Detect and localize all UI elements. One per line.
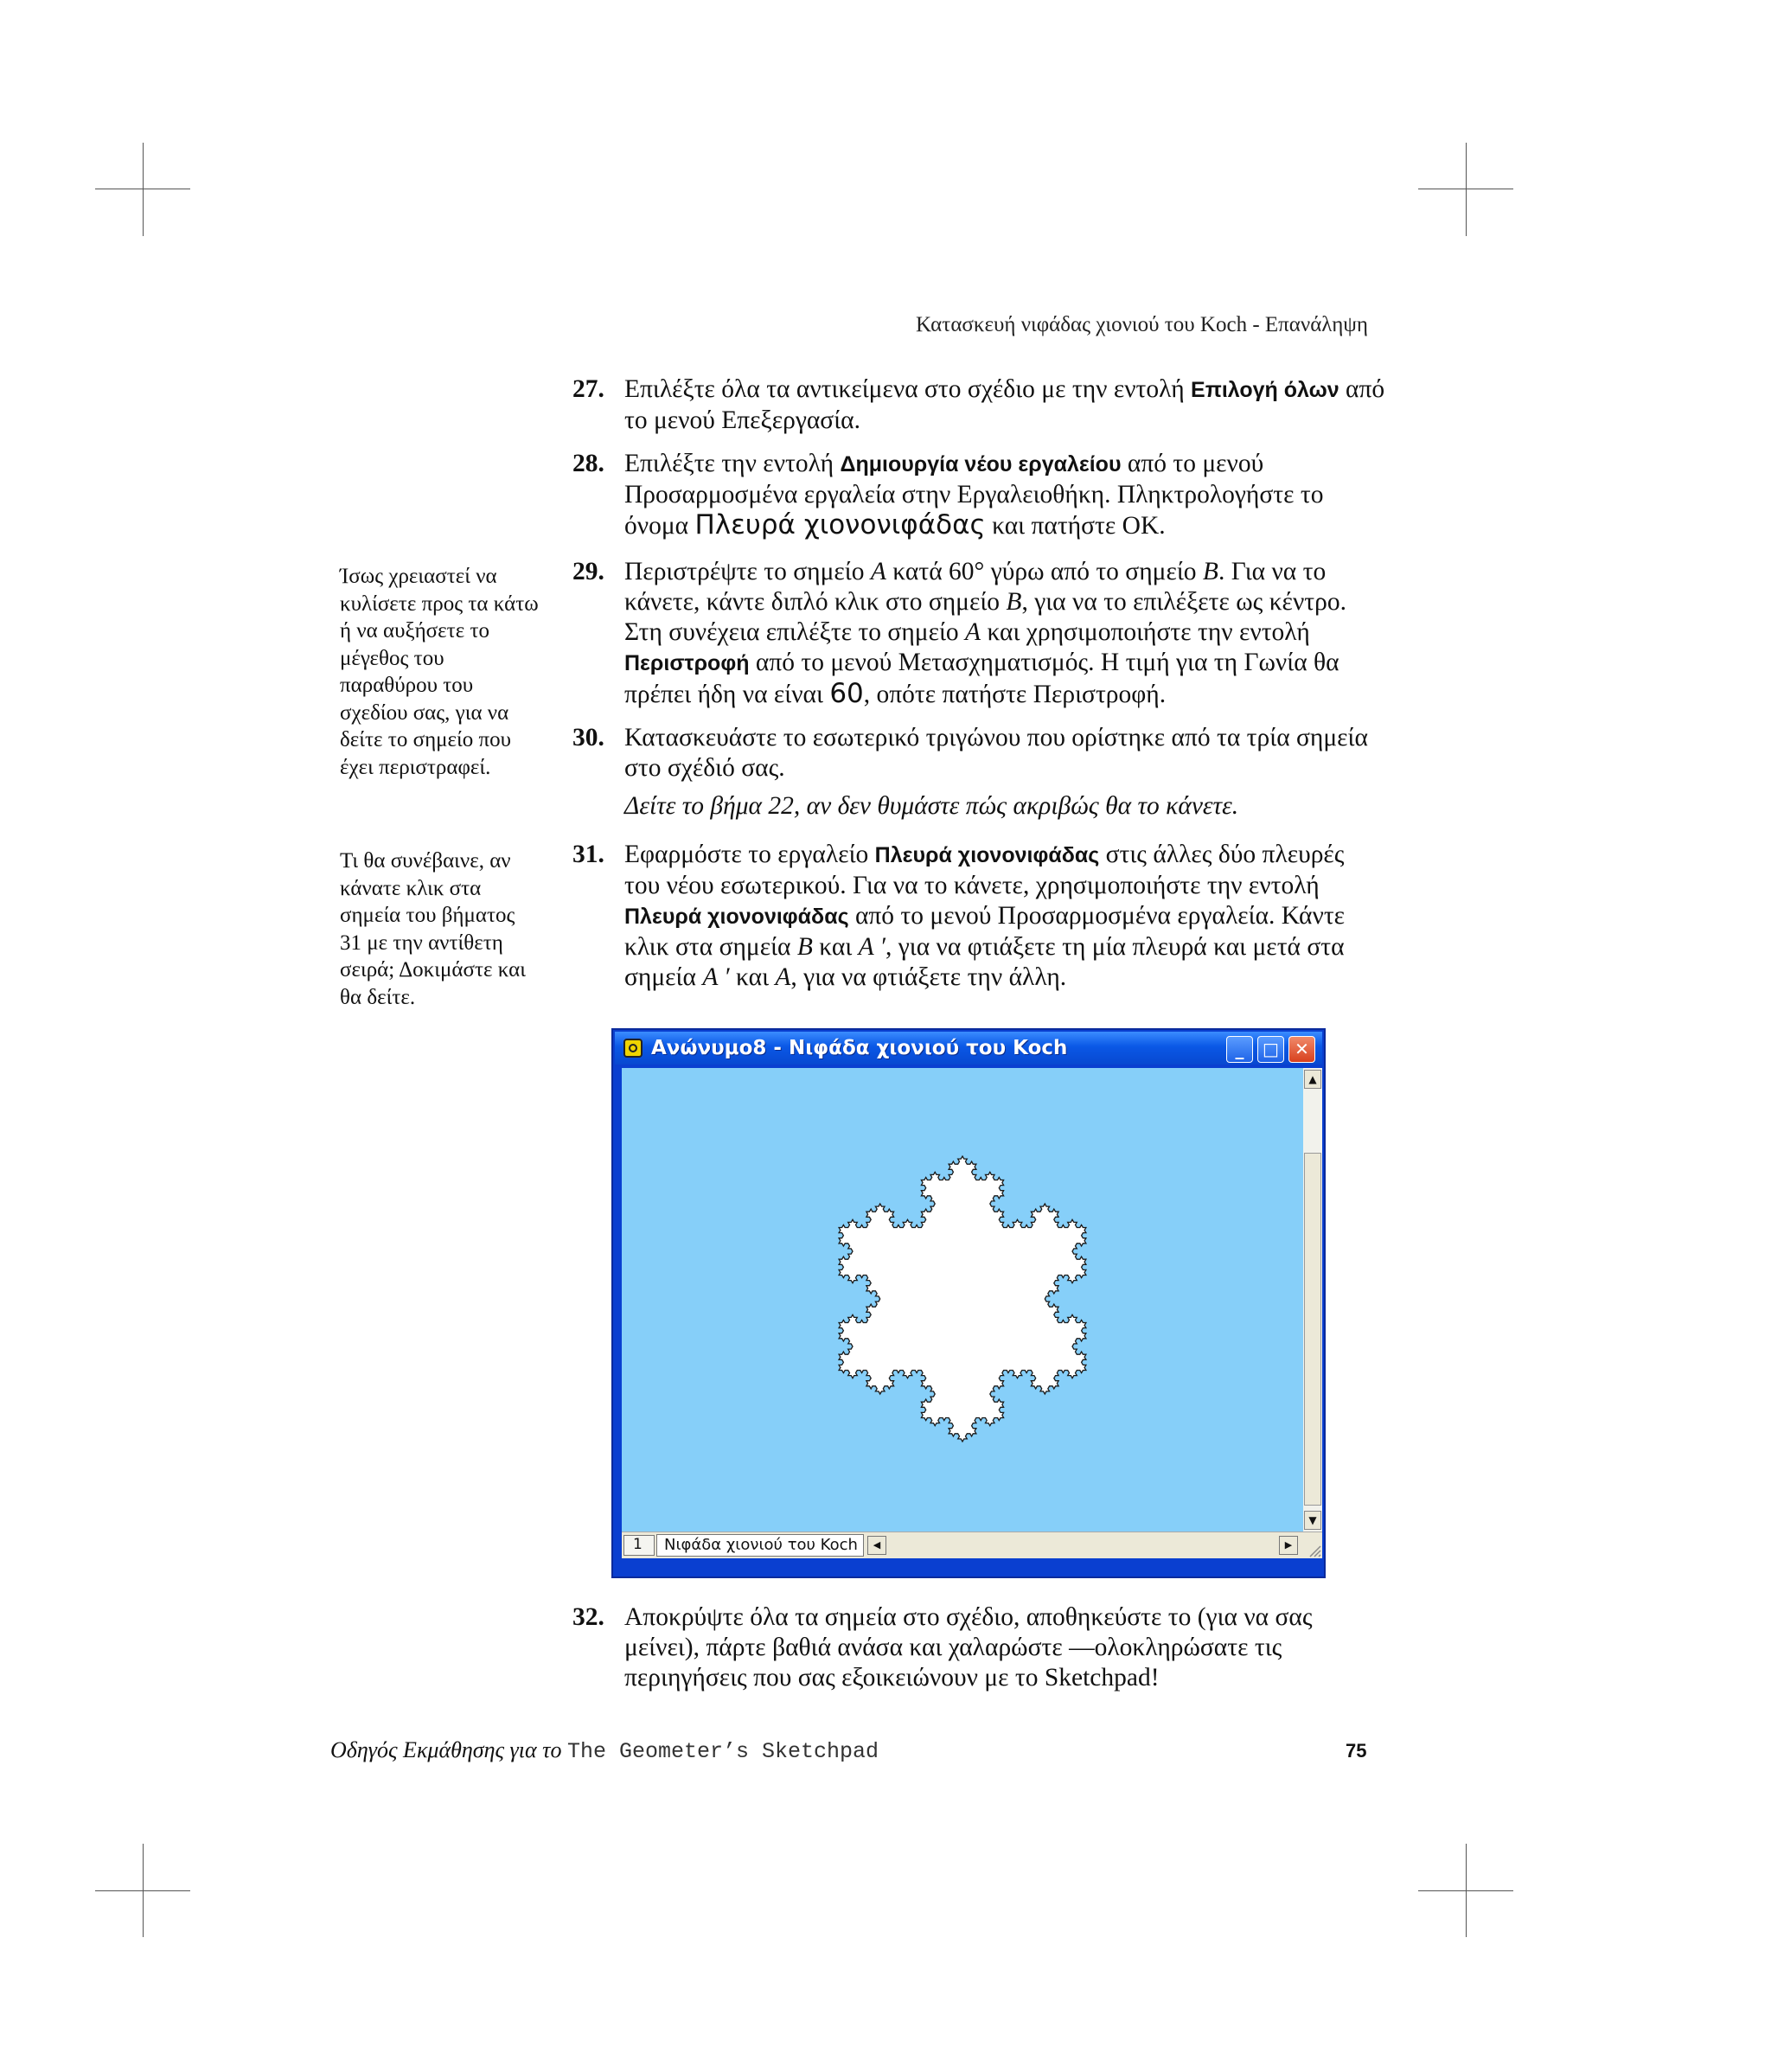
- margin-note-reverse: Τι θα συνέβαινε, αν κάνατε κλικ στα σημεία του βήματος 31 με την αντίθετη σειρά; Δοκιμάστε και θα δείτε.: [340, 849, 526, 1009]
- scroll-left-icon[interactable]: ◀: [867, 1536, 886, 1555]
- close-icon[interactable]: ✕: [1288, 1036, 1315, 1063]
- text-run: , για να φτιάξετε την άλλη.: [790, 963, 1067, 991]
- minimize-icon[interactable]: _: [1226, 1036, 1253, 1063]
- point-label: B: [1202, 558, 1218, 585]
- step-number: 30.: [572, 724, 604, 751]
- point-label: A ′: [702, 963, 730, 991]
- command-name: Πλευρά χιονονιφάδας: [624, 905, 849, 929]
- point-label: B: [1006, 588, 1022, 616]
- point-label: A ′: [858, 933, 886, 961]
- crop-mark: [1466, 143, 1467, 236]
- step-31: [572, 840, 1385, 993]
- text-run: από το μενού Επεξεργασία.: [624, 375, 1385, 434]
- step-text: [624, 557, 1385, 710]
- page-bar: [622, 1532, 1322, 1558]
- point-label: B: [796, 933, 813, 961]
- text-run: και: [729, 963, 776, 991]
- command-name: Επιλογή όλων: [1191, 378, 1339, 402]
- maximize-icon[interactable]: □: [1257, 1036, 1284, 1063]
- step-number: 31.: [572, 841, 604, 868]
- text-run: από το μενού Προσαρμοσμένα εργαλεία στην Εργαλειοθήκη. Πληκτρολογήστε το όνομα: [624, 450, 1324, 540]
- page-number-box[interactable]: 1: [623, 1535, 655, 1556]
- crop-mark: [143, 143, 144, 236]
- point-label: A: [775, 963, 791, 991]
- text-run: από το μενού Προσαρμοσμένα εργαλεία. Κάντε κλικ στα σημεία: [624, 902, 1346, 961]
- step-32: [572, 1602, 1385, 1693]
- text-run: από το μενού Μετασχηματισμός. Η τιμή για τη Γωνία θα πρέπει ήδη να είναι: [624, 649, 1339, 708]
- step-number: 27.: [572, 375, 604, 403]
- text-run: Εφαρμόστε το εργαλείο: [624, 841, 875, 868]
- scroll-thumb[interactable]: [1304, 1153, 1321, 1506]
- text-run: , για να το επιλέξετε ως κέντρο. Στη συνέχεια επιλέξτε το σημείο: [624, 588, 1346, 646]
- command-name: Πλευρά χιονονιφάδας: [874, 843, 1100, 867]
- sketchpad-app-icon[interactable]: [623, 1039, 643, 1058]
- text-run: και χρησιμοποιήστε την εντολή: [981, 618, 1310, 646]
- text-run: και πατήστε OK.: [985, 512, 1166, 540]
- step-27: [572, 374, 1385, 436]
- vertical-scrollbar[interactable]: [1303, 1068, 1322, 1532]
- window-title: Ανώνυμο8 - Νιφάδα χιονιού του Koch: [651, 1037, 1068, 1059]
- resize-grip-icon[interactable]: [1305, 1541, 1322, 1558]
- text-run: Περιστρέψτε το σημείο: [624, 558, 871, 585]
- text-run: κατά 60° γύρω από το σημείο: [886, 558, 1203, 585]
- command-name: Περιστροφή: [624, 651, 750, 675]
- text-run: Επιλέξτε την εντολή: [624, 450, 841, 477]
- step-text: [624, 723, 1385, 783]
- koch-snowflake[interactable]: [622, 1068, 1303, 1532]
- text-run: Επιλέξτε όλα τα αντικείμενα στο σχέδιο με την εντολή: [624, 375, 1192, 403]
- crop-mark: [143, 1844, 144, 1937]
- step-number: 29.: [572, 558, 604, 585]
- crop-mark: [1466, 1844, 1467, 1937]
- step-number: 32.: [572, 1603, 604, 1631]
- footer-title-product: The Geometer’s Sketchpad: [566, 1739, 879, 1764]
- scroll-down-icon[interactable]: ▼: [1304, 1511, 1321, 1530]
- page-number: 75: [1346, 1740, 1367, 1762]
- text-run: και: [812, 933, 859, 961]
- step-text: [624, 449, 1385, 541]
- text-run: Αποκρύψτε όλα τα σημεία στο σχέδιο, αποθηκεύστε το (για να σας μείνει), πάρτε βαθιά ανάσα και χαλαρώστε —ολοκληρώσατε τις περιηγήσεις που σας εξοικειώνουν με το Sketchpad!: [624, 1603, 1313, 1691]
- window-titlebar[interactable]: [615, 1032, 1322, 1065]
- point-label: A: [965, 618, 981, 646]
- command-name: Δημιουργία νέου εργαλείου: [840, 452, 1122, 476]
- scroll-up-icon[interactable]: ▲: [1304, 1070, 1321, 1089]
- step-text: [624, 1602, 1385, 1693]
- page-tab[interactable]: Νιφάδα χιονιού του Koch: [656, 1534, 864, 1557]
- point-label: A: [870, 558, 886, 585]
- footer-title: [330, 1737, 879, 1764]
- typed-value: 60: [829, 678, 864, 709]
- step-29: [572, 557, 1385, 710]
- sketch-canvas[interactable]: [622, 1068, 1303, 1532]
- text-run: . Για να το κάνετε, κάντε διπλό κλικ στο σημείο: [624, 558, 1327, 616]
- margin-note-scroll: Ίσως χρειαστεί να κυλίσετε προς τα κάτω ή να αυξήσετε το μέγεθος του παραθύρου του σχεδίου σας, για να δείτε το σημείο που έχει περιστραφεί.: [340, 565, 539, 779]
- sketchpad-window: [611, 1028, 1326, 1578]
- step-number: 28.: [572, 450, 604, 477]
- step-text: [624, 374, 1385, 436]
- step-text: [624, 840, 1385, 993]
- step-30-note: Δείτε το βήμα 22, αν δεν θυμάστε πώς ακριβώς θα το κάνετε.: [624, 792, 1239, 820]
- footer-title-italic: Οδηγός Εκμάθησης για το: [330, 1737, 567, 1762]
- text-run: Κατασκευάστε το εσωτερικό τριγώνου που ορίστηκε από τα τρία σημεία στο σχέδιό σας.: [624, 724, 1368, 782]
- scroll-right-icon[interactable]: ▶: [1279, 1536, 1298, 1555]
- running-header: Κατασκευή νιφάδας χιονιού του Koch - Επανάληψη: [916, 313, 1368, 336]
- typed-value: Πλευρά χιονονιφάδας: [694, 509, 986, 540]
- text-run: , οπότε πατήστε Περιστροφή.: [863, 681, 1167, 708]
- text-run: στις άλλες δύο πλευρές του νέου εσωτερικού. Για να το κάνετε, χρησιμοποιήστε την εντολή: [624, 841, 1345, 899]
- step-30: [572, 723, 1385, 783]
- step-28: [572, 449, 1385, 541]
- text-run: , για να φτιάξετε τη μία πλευρά και μετά στα σημεία: [624, 933, 1345, 991]
